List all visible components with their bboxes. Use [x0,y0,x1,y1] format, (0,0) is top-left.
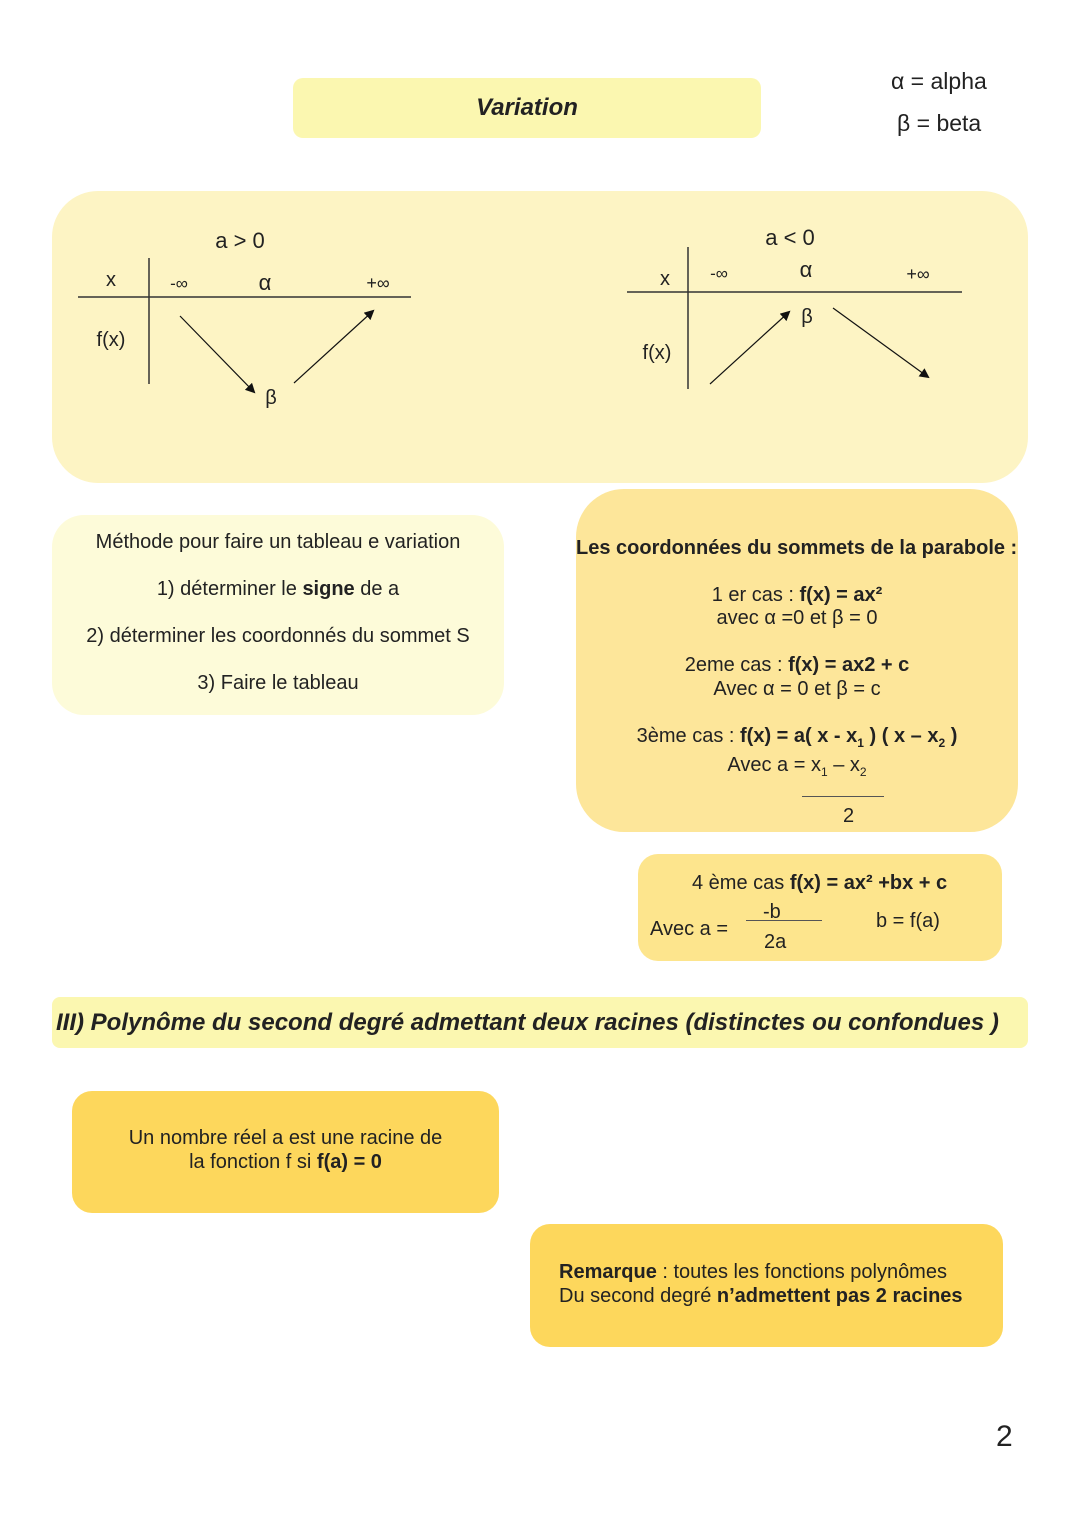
remarque-box [530,1224,1003,1347]
coords-heading: Les coordonnées du sommets de la parabole : [576,537,1018,559]
coords-cas3: 3ème cas : f(x) = a( x - $x_1$ ) ( x – $x_2$ ) [636,725,958,750]
table-pos-arrow-down [180,316,254,392]
remarque-line1: Remarque : toutes les fonctions polynômes [559,1261,947,1283]
methode-step2: 2) déterminer les coordonnés du sommet S [86,625,470,647]
coords-cas3-denominator: 2 [843,805,855,827]
page-number: 2 [996,1420,1013,1453]
table-pos-arrow-up [294,311,373,383]
cas4-numerator: -b [763,901,781,923]
alpha-legend: α = alpha [891,68,987,94]
racine-box [72,1091,499,1213]
table-pos-beta: β [265,387,277,409]
coords-cas3-detail: Avec $a = x_1 - x_2$ [727,754,867,779]
table-a-negative [627,225,962,389]
remarque-line2: Du second degré n’admettent pas 2 racines [559,1285,963,1307]
table-neg-neg-inf: -∞ [710,264,728,283]
table-pos-condition: a > 0 [215,228,265,253]
coords-cas2-detail: Avec α = 0 et β = c [713,678,881,700]
table-pos-x-label: x [106,269,116,291]
table-neg-fx-label: f(x) [642,342,672,364]
coords-fraction-bar [802,796,884,797]
cas4-avec: Avec a = [650,918,729,940]
beta-legend: β = beta [897,110,982,136]
section-title: III) Polynôme du second degré admettant deux racines (distinctes ou confondues ) [52,997,1028,1048]
coords-box [576,489,1018,832]
racine-line1: Un nombre réel a est une racine de [128,1127,443,1149]
methode-step3: 3) Faire le tableau [197,672,359,694]
page-title: Variation [293,78,761,138]
cas4-box [638,854,1002,961]
cas4-formula: 4 ème cas f(x) = ax² +bx + c [692,872,948,894]
table-pos-fx-label: f(x) [96,329,126,351]
coords-cas2: 2eme cas : f(x) = ax2 + c [684,654,910,676]
table-pos-neg-inf: -∞ [170,274,188,293]
table-neg-beta: β [801,306,813,328]
table-neg-arrow-up [710,312,789,384]
table-pos-pos-inf: +∞ [366,273,390,293]
methode-box [52,515,504,715]
methode-step1: 1) déterminer le signe de a [156,578,400,600]
methode-heading: Méthode pour faire un tableau e variation [95,531,461,553]
racine-line2: la fonction f si f(a) = 0 [189,1151,382,1173]
cas4-denominator: 2a [764,931,787,953]
cas4-fraction-bar [746,920,822,921]
table-neg-pos-inf: +∞ [906,264,930,284]
table-neg-condition: a < 0 [765,225,815,250]
cas4-b-eq: b = f(a) [876,910,940,932]
variation-tables-svg [0,0,1080,500]
table-a-positive [78,228,411,409]
table-neg-arrow-down [833,308,928,377]
table-pos-alpha: α [258,270,272,295]
coords-cas1-detail: avec α =0 et β = 0 [716,607,878,629]
table-neg-alpha: α [799,257,813,282]
table-neg-x-label: x [660,268,670,290]
coords-cas1: 1 er cas : f(x) = ax² [711,584,883,606]
